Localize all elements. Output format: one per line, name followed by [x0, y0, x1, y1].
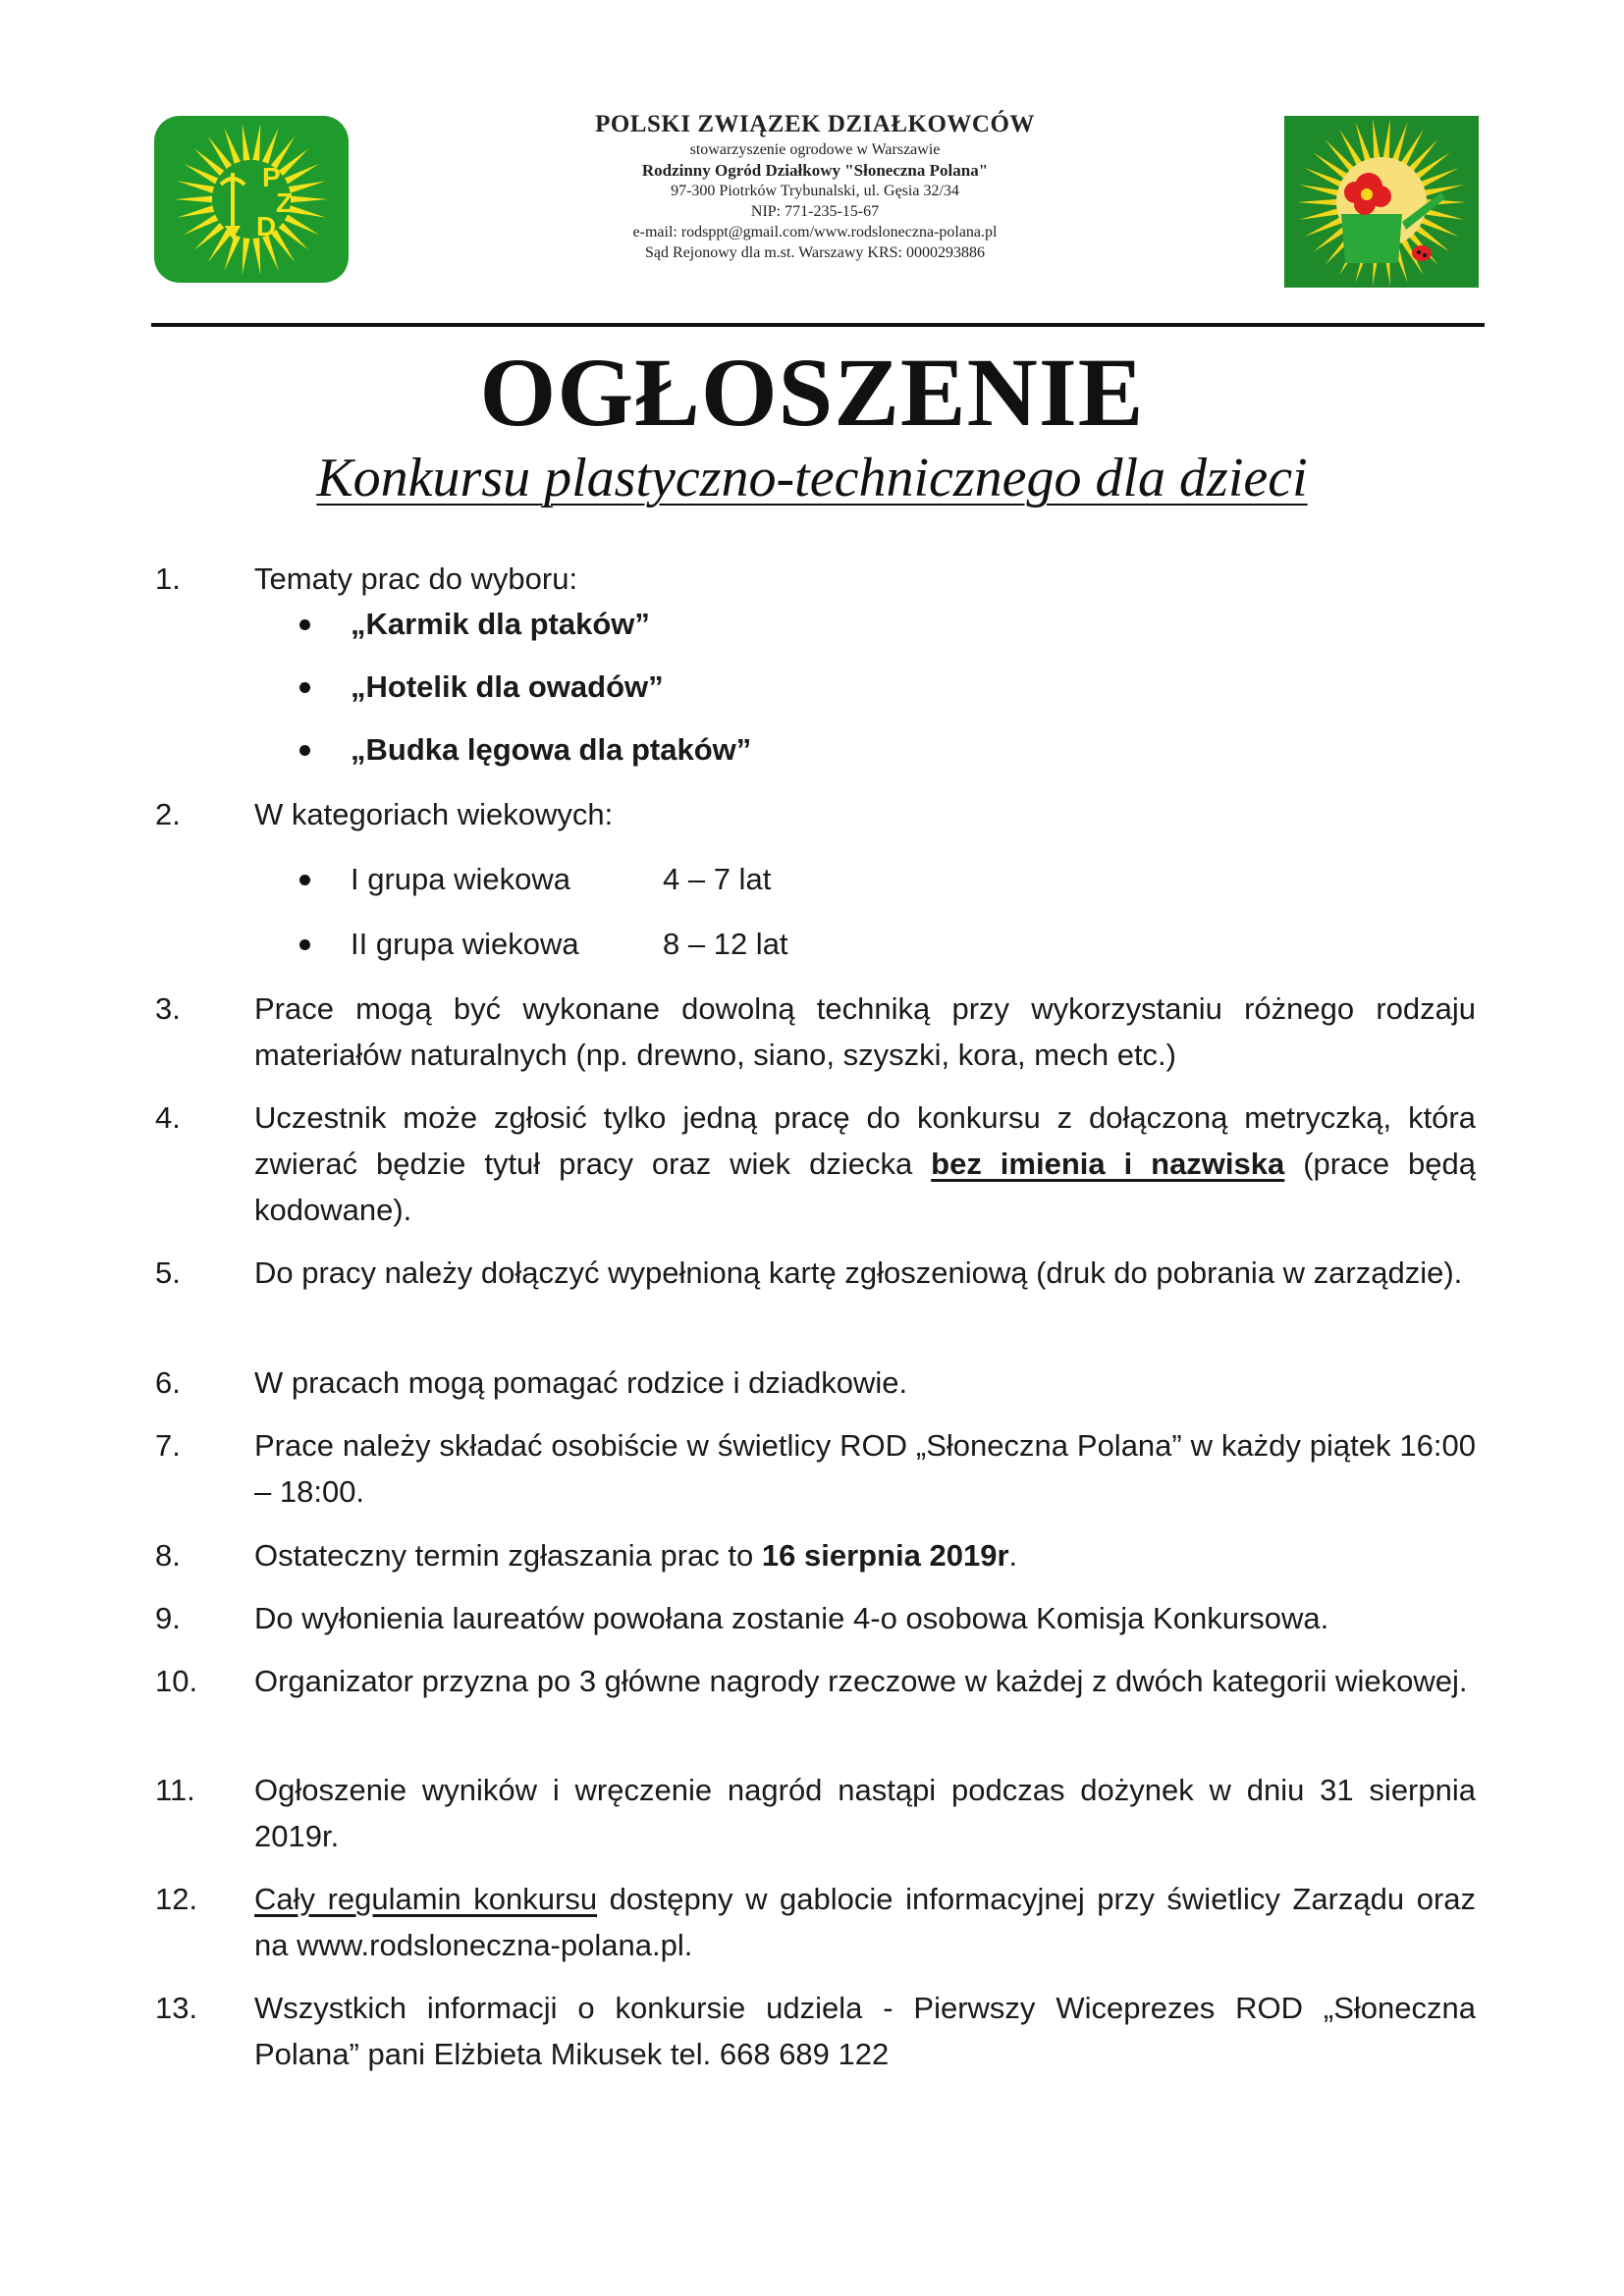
list-item [155, 986, 1476, 1078]
rod-logo [1284, 116, 1479, 288]
item-text: Prace należy składać osobiście w świetlicy ROD „Słoneczna Polana” w każdy piątek 16:00 – 18:00. [254, 1428, 1476, 1509]
organization-header [491, 110, 1139, 263]
item-text [254, 1095, 1476, 1233]
item-number: 1. [155, 561, 181, 596]
item-text-part: dostępny w gablocie informacyjnej przy świetlicy Zarządu oraz na www.rodsloneczna-polana.pl. [254, 1882, 1477, 1962]
item-text: Ogłoszenie wyników i wręczenie nagród nastąpi podczas dożynek w dniu 31 sierpnia 2019r. [254, 1773, 1476, 1853]
header-divider [151, 323, 1485, 327]
item-number: 11. [155, 1773, 195, 1807]
item-text-part: (prace będą kodowane). [254, 1147, 1476, 1227]
svg-text:Z: Z [276, 187, 294, 218]
org-line: NIP: 771-235-15-67 [750, 203, 880, 220]
theme-text: „Hotelik dla owadów” [351, 669, 664, 704]
org-line: 97-300 Piotrków Trybunalski, ul. Gęsia 32/34 [671, 183, 959, 199]
list-item [155, 1532, 1476, 1578]
org-line: Sąd Rejonowy dla m.st. Warszawy KRS: 0000293886 [645, 244, 985, 261]
bullet-icon [299, 875, 310, 885]
list-item [155, 1767, 1476, 1859]
item-text: W pracach mogą pomagać rodzice i dziadkowie. [254, 1365, 908, 1400]
item-number: 8. [155, 1538, 181, 1573]
age-group-range: 4 – 7 lat [663, 862, 772, 896]
item-text [254, 1532, 1476, 1578]
item-text: W kategoriach wiekowych: [254, 797, 614, 831]
org-line: e-mail: rodsppt@gmail.com/www.rodsloneczna-polana.pl [632, 224, 998, 240]
item-number: 5. [155, 1255, 181, 1290]
item-number: 13. [155, 1991, 198, 2025]
org-line: Rodzinny Ogród Działkowy "Słoneczna Polana" [641, 161, 989, 180]
page-subtitle: Konkursu plastyczno-technicznego dla dzieci [316, 448, 1308, 508]
item-text: Organizator przyzna po 3 główne nagrody rzeczowe w każdej z dwóch kategorii wiekowej. [254, 1664, 1468, 1698]
list-item [155, 1985, 1476, 2077]
theme-text: „Budka lęgowa dla ptaków” [351, 732, 752, 767]
list-item [155, 1876, 1476, 1968]
page-title: OGŁOSZENIE [479, 338, 1145, 447]
age-group-label: II grupa wiekowa [351, 927, 579, 961]
age-group-label: I grupa wiekowa [351, 862, 571, 896]
item-text: Prace mogą być wykonane dowolną techniką przy wykorzystaniu różnego rodzaju materiałów naturalnych (np. drewno, siano, szyszki, kora, mech etc.) [254, 991, 1476, 1072]
bullet-icon [299, 939, 310, 950]
item-number: 4. [155, 1100, 181, 1135]
bullet-icon [299, 682, 310, 693]
list-item [155, 556, 1476, 602]
list-item [155, 1095, 1476, 1233]
bullet-icon [299, 619, 310, 630]
regulations-link-text: Cały regulamin konkursu [254, 1882, 598, 1916]
item-number: 9. [155, 1601, 181, 1635]
emphasis-text: bez imienia i nazwiska [931, 1147, 1285, 1181]
item-number: 6. [155, 1365, 181, 1400]
list-item [155, 791, 1476, 837]
list-item [155, 1658, 1476, 1704]
item-text-part: Ostateczny termin zgłaszania prac to [254, 1538, 762, 1573]
org-line: stowarzyszenie ogrodowe w Warszawie [689, 141, 941, 158]
organization-name: POLSKI ZWIĄZEK DZIAŁKOWCÓW [595, 111, 1035, 137]
item-text: Wszystkich informacji o konkursie udziela - Pierwszy Wiceprezes ROD „Słoneczna Polana” pani Elżbieta Mikusek tel. 668 689 122 [254, 1991, 1476, 2071]
item-number: 7. [155, 1428, 181, 1463]
item-text: Tematy prac do wyboru: [254, 561, 578, 596]
deadline-date: 16 sierpnia 2019r [761, 1538, 1009, 1573]
svg-text:D: D [256, 211, 277, 241]
list-item [155, 1595, 1476, 1641]
item-number: 3. [155, 991, 181, 1026]
list-item [155, 1422, 1476, 1515]
item-text [254, 1876, 1476, 1968]
theme-text: „Karmik dla ptaków” [351, 607, 650, 641]
list-item [155, 1250, 1476, 1296]
item-number: 12. [155, 1882, 198, 1916]
item-number: 2. [155, 797, 181, 831]
item-text: Do pracy należy dołączyć wypełnioną kartę zgłoszeniową (druk do pobrania w zarządzie). [254, 1255, 1463, 1290]
pzd-logo [154, 116, 349, 283]
svg-text:P: P [262, 162, 281, 192]
list-item [155, 1360, 1476, 1406]
item-text-part: Uczestnik może zgłosić tylko jedną pracę do konkursu z dołączoną metryczką, która zwierać będzie tytuł pracy oraz wiek dziecka [254, 1100, 1476, 1181]
age-group-range: 8 – 12 lat [663, 927, 788, 961]
item-text-part: . [1008, 1538, 1018, 1573]
item-text: Do wyłonienia laureatów powołana zostanie 4-o osobowa Komisja Konkursowa. [254, 1601, 1329, 1635]
bullet-icon [299, 745, 310, 756]
item-number: 10. [155, 1664, 198, 1698]
